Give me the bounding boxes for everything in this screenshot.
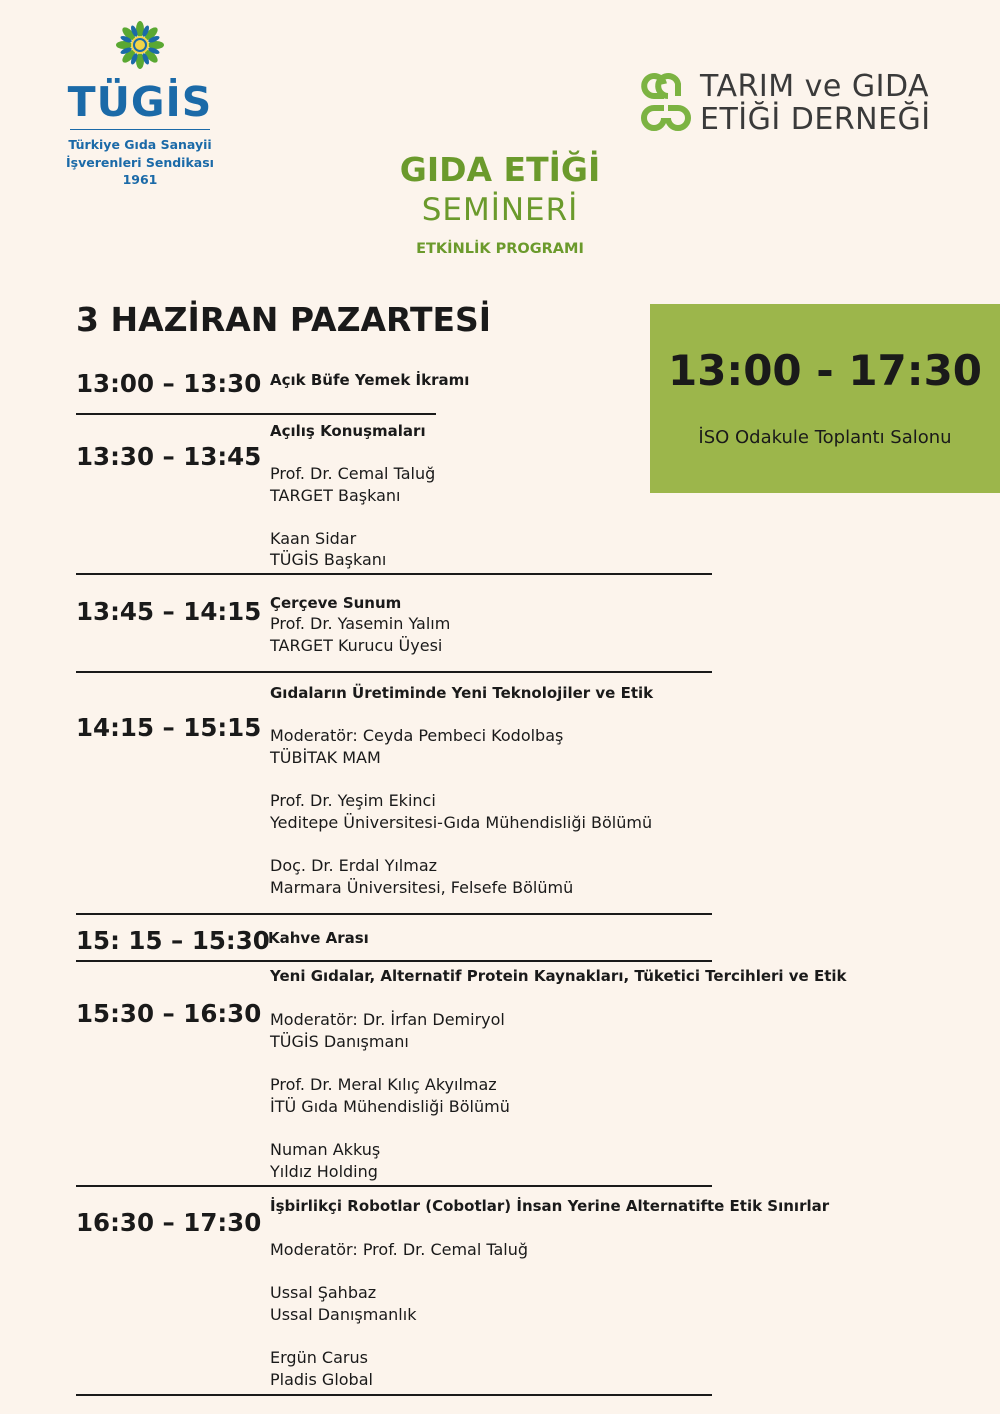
tugis-logo (60, 20, 220, 190)
tugis-subtitle-2: İşverenleri Sendikası (66, 155, 214, 170)
session-time: 16:30 – 17:30 (76, 1208, 262, 1237)
speaker-name: Prof. Dr. Yasemin Yalım (270, 614, 451, 633)
speaker-affiliation: Marmara Üniversitesi, Felsefe Bölümü (270, 878, 574, 897)
session-time: 14:15 – 15:15 (76, 713, 262, 742)
speaker-name: Prof. Dr. Yeşim Ekinci (270, 791, 436, 810)
moderator-affiliation: TÜGİS Danışmanı (270, 1032, 409, 1051)
speaker-affiliation: Pladis Global (270, 1370, 373, 1389)
session-divider (76, 1185, 712, 1187)
session-title: Yeni Gıdalar, Alternatif Protein Kaynakları, Tüketici Tercihleri ve Etik (270, 967, 847, 985)
event-date: 3 HAZİRAN PAZARTESİ (76, 300, 492, 339)
moderator-name: Moderatör: Dr. İrfan Demiryol (270, 1010, 505, 1029)
target-logo (640, 70, 940, 140)
session-divider (76, 671, 712, 673)
session-time: 15:30 – 16:30 (76, 999, 262, 1028)
session-title: Gıdaların Üretiminde Yeni Teknolojiler ve Etik (270, 684, 654, 702)
session-divider (76, 960, 712, 962)
tugis-year: 1961 (122, 172, 158, 187)
program-label: ETKİNLİK PROGRAMI (416, 241, 584, 257)
speaker-affiliation: Ussal Danışmanlık (270, 1305, 417, 1324)
session-divider (76, 573, 712, 575)
speaker-name: Kaan Sidar (270, 529, 357, 548)
moderator-name: Moderatör: Ceyda Pembeci Kodolbaş (270, 726, 564, 745)
session-time: 13:00 – 13:30 (76, 369, 262, 398)
speaker-affiliation: TARGET Başkanı (270, 486, 401, 505)
session-time: 15: 15 – 15:30 (76, 926, 270, 955)
session-title: Çerçeve Sunum (270, 594, 402, 612)
session-title: İşbirlikçi Robotlar (Cobotlar) İnsan Yerine Alternatifte Etik Sınırlar (270, 1197, 830, 1215)
session-divider (76, 1394, 712, 1396)
event-venue: İSO Odakule Toplantı Salonu (698, 427, 952, 448)
session-title: Açılış Konuşmaları (270, 422, 426, 440)
moderator-name: Moderatör: Prof. Dr. Cemal Taluğ (270, 1240, 529, 1259)
speaker-name: Prof. Dr. Meral Kılıç Akyılmaz (270, 1075, 497, 1094)
speaker-affiliation: Yeditepe Üniversitesi-Gıda Mühendisliği Bölümü (270, 813, 653, 832)
tugis-name: TÜGİS (67, 78, 213, 126)
speaker-affiliation: TARGET Kurucu Üyesi (270, 636, 443, 655)
speaker-affiliation: Yıldız Holding (270, 1162, 378, 1181)
speaker-affiliation: TÜGİS Başkanı (270, 550, 387, 569)
tugis-divider (70, 129, 210, 130)
speaker-affiliation: İTÜ Gıda Mühendisliği Bölümü (270, 1097, 510, 1116)
speaker-name: Prof. Dr. Cemal Taluğ (270, 464, 436, 483)
session-divider (76, 413, 436, 415)
speaker-name: Doç. Dr. Erdal Yılmaz (270, 856, 438, 875)
speaker-name: Numan Akkuş (270, 1140, 381, 1159)
session-time: 13:45 – 14:15 (76, 597, 262, 626)
target-name-line-1: TARIM ve GIDA (700, 69, 930, 104)
event-title: GIDA ETİĞİ (399, 150, 601, 189)
session-divider (76, 913, 712, 915)
event-subtitle: SEMİNERİ (421, 192, 579, 228)
target-emblem-icon (640, 72, 692, 132)
moderator-affiliation: TÜBİTAK MAM (270, 748, 381, 767)
event-info-box (650, 304, 1000, 493)
tugis-emblem-icon (115, 20, 165, 70)
session-title: Açık Büfe Yemek İkramı (270, 371, 470, 389)
speaker-name: Ergün Carus (270, 1348, 368, 1367)
speaker-name: Ussal Şahbaz (270, 1283, 377, 1302)
event-time-range: 13:00 - 17:30 (667, 346, 983, 395)
tugis-subtitle-1: Türkiye Gıda Sanayii (68, 137, 212, 152)
session-title: Kahve Arası (268, 929, 369, 947)
session-time: 13:30 – 13:45 (76, 442, 262, 471)
target-name-line-2: ETİĞİ DERNEĞİ (700, 102, 931, 137)
